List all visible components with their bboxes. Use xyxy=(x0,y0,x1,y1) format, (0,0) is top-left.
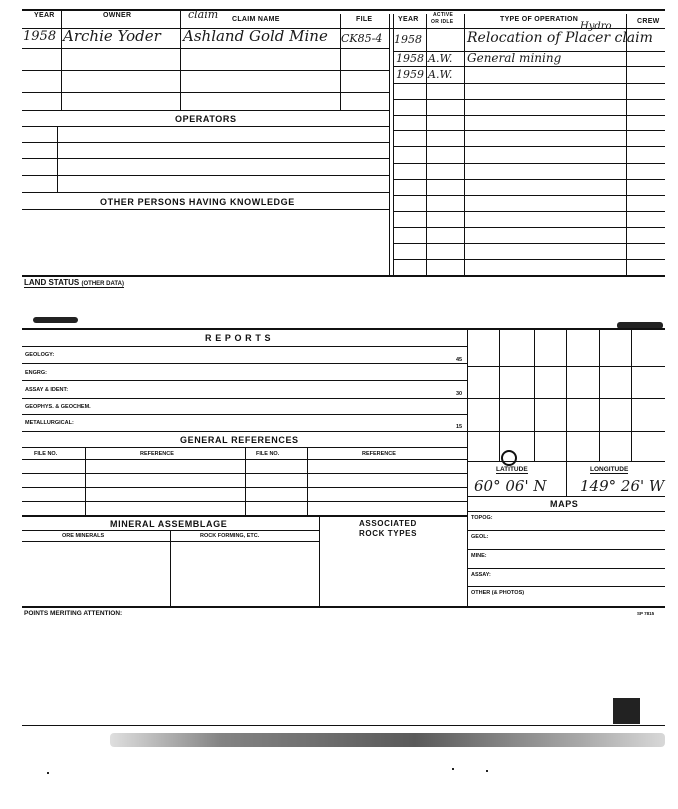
row-line xyxy=(22,92,389,93)
row-line xyxy=(467,586,665,587)
ref-reference: REFERENCE xyxy=(140,451,174,457)
row-line xyxy=(22,110,389,111)
assay-label: ASSAY & IDENT: xyxy=(25,387,69,393)
entry-claim-prefix: claim xyxy=(188,8,219,21)
row-line xyxy=(393,83,665,84)
header-or-idle: OR IDLE xyxy=(431,19,454,25)
maps-assay: ASSAY: xyxy=(471,572,491,578)
entry-year: 1958 xyxy=(23,29,57,44)
op-year-1: 1958 xyxy=(394,33,422,46)
col-line xyxy=(393,14,394,276)
col-line xyxy=(85,447,86,515)
op-year-3: 1959 xyxy=(396,68,424,81)
land-status-heading: LAND STATUS (OTHER DATA) xyxy=(24,278,124,287)
other-persons-heading: OTHER PERSONS HAVING KNOWLEDGE xyxy=(100,197,295,207)
longitude-label: LONGITUDE xyxy=(590,466,629,473)
black-square xyxy=(613,698,640,724)
ref-file-no-2: FILE NO. xyxy=(256,451,280,457)
maps-mine: MINE: xyxy=(471,553,487,559)
row-line xyxy=(467,530,665,531)
maps-topog: TOPOG: xyxy=(471,515,493,521)
ore-minerals-label: ORE MINERALS xyxy=(62,533,105,539)
row-line xyxy=(22,398,467,399)
header-year: YEAR xyxy=(34,12,55,19)
ink-smudge xyxy=(33,317,78,323)
mark-15: 15 xyxy=(456,424,463,430)
header-type-of-operation: TYPE OF OPERATION xyxy=(500,16,579,23)
row-line xyxy=(22,414,467,415)
row-line xyxy=(22,175,389,176)
row-line xyxy=(22,192,389,193)
row-line xyxy=(393,66,665,67)
op-annotation: Hydro xyxy=(580,21,612,32)
row-line xyxy=(467,549,665,550)
col-line xyxy=(389,14,390,276)
circle-mark xyxy=(501,450,517,466)
op-type-1: Relocation of Placer claim xyxy=(467,30,653,46)
row-line xyxy=(22,380,467,381)
operators-heading: OPERATORS xyxy=(175,114,237,124)
row-line xyxy=(393,211,665,212)
row-line xyxy=(22,363,467,364)
row-line xyxy=(467,568,665,569)
engrg-label: ENGRG: xyxy=(25,370,47,376)
op-status-3: A.W. xyxy=(428,68,453,81)
row-line xyxy=(393,115,665,116)
entry-owner: Archie Yoder xyxy=(63,27,161,45)
row-line xyxy=(22,158,389,159)
ref-reference-2: REFERENCE xyxy=(362,451,396,457)
reports-heading: R E P O R T S xyxy=(205,333,272,343)
row-line xyxy=(393,259,665,260)
row-line xyxy=(393,195,665,196)
mineral-assemblage-heading: MINERAL ASSEMBLAGE xyxy=(110,519,228,529)
longitude-value: 149° 26' W xyxy=(580,477,665,495)
latitude-label: LATITUDE xyxy=(496,466,528,473)
row-line xyxy=(393,227,665,228)
top-border xyxy=(22,9,665,11)
row-line xyxy=(22,473,467,474)
row-line xyxy=(393,99,665,100)
row-line xyxy=(393,163,665,164)
col-line xyxy=(426,14,427,276)
metallurgical-label: METALLURGICAL: xyxy=(25,420,74,426)
speck xyxy=(47,772,49,774)
col-line xyxy=(57,126,58,192)
op-status-2: A.W. xyxy=(428,52,453,65)
col-line xyxy=(566,461,567,496)
entry-file: CK85-4 xyxy=(341,32,383,45)
speck xyxy=(486,770,488,772)
header-year-2: YEAR xyxy=(398,16,419,23)
row-line xyxy=(22,487,467,488)
scan-smear xyxy=(110,733,665,747)
mark-30: 30 xyxy=(456,391,463,397)
form-bottom-border xyxy=(22,606,665,608)
grid-line xyxy=(599,329,600,461)
op-type-2: General mining xyxy=(467,51,562,65)
scan-line xyxy=(22,725,665,726)
form-code: SP 7815 xyxy=(637,611,655,616)
maps-geol: GEOL: xyxy=(471,534,489,540)
row-line xyxy=(22,209,389,210)
row-line xyxy=(393,243,665,244)
row-line xyxy=(22,515,467,517)
left-table-bottom xyxy=(22,275,393,277)
col-line xyxy=(626,14,627,276)
col-line xyxy=(245,447,246,515)
row-line xyxy=(22,142,389,143)
grid-line xyxy=(467,398,665,399)
col-line xyxy=(61,10,62,110)
col-line xyxy=(180,10,181,110)
speck xyxy=(452,768,454,770)
grid-line xyxy=(467,366,665,367)
grid-line xyxy=(499,329,500,461)
grid-line xyxy=(534,329,535,461)
entry-claim-name: Ashland Gold Mine xyxy=(183,27,328,45)
row-line xyxy=(22,501,467,502)
col-line xyxy=(319,515,320,607)
right-table-bottom xyxy=(393,275,665,277)
col-line xyxy=(467,329,468,607)
row-line xyxy=(467,511,665,512)
rock-types-heading: ROCK TYPES xyxy=(359,529,418,538)
maps-heading: MAPS xyxy=(550,499,579,509)
header-claim-name: CLAIM NAME xyxy=(232,16,280,23)
geophys-label: GEOPHYS. & GEOCHEM. xyxy=(25,404,91,410)
header-file: FILE xyxy=(356,16,373,23)
row-line xyxy=(22,48,389,49)
mark-45: 45 xyxy=(456,357,463,363)
ref-file-no: FILE NO. xyxy=(34,451,58,457)
grid-line xyxy=(566,329,567,461)
grid-line xyxy=(631,329,632,461)
points-meriting-label: POINTS MERITING ATTENTION: xyxy=(24,610,123,617)
row-line xyxy=(467,496,665,497)
associated-heading: ASSOCIATED xyxy=(359,519,417,528)
reports-top-border xyxy=(22,328,665,330)
header-owner: OWNER xyxy=(103,12,132,19)
row-line xyxy=(22,431,467,432)
col-line xyxy=(307,447,308,515)
row-line xyxy=(393,130,665,131)
rock-forming-label: ROCK FORMING, ETC. xyxy=(200,533,260,539)
geology-label: GEOLOGY: xyxy=(25,352,55,358)
op-year-2: 1958 xyxy=(396,52,424,65)
header-crew: CREW xyxy=(637,18,660,25)
row-line xyxy=(22,126,389,127)
row-line xyxy=(22,541,319,542)
row-line xyxy=(22,346,467,347)
col-line xyxy=(464,14,465,276)
col-line xyxy=(340,14,341,110)
general-references-heading: GENERAL REFERENCES xyxy=(180,435,299,445)
header-active: ACTIVE xyxy=(433,12,454,18)
row-line xyxy=(393,146,665,147)
row-line xyxy=(22,70,389,71)
grid-line xyxy=(467,431,665,432)
row-line xyxy=(393,179,665,180)
maps-other: OTHER (& PHOTOS) xyxy=(471,590,525,596)
latitude-value: 60° 06' N xyxy=(474,477,547,495)
